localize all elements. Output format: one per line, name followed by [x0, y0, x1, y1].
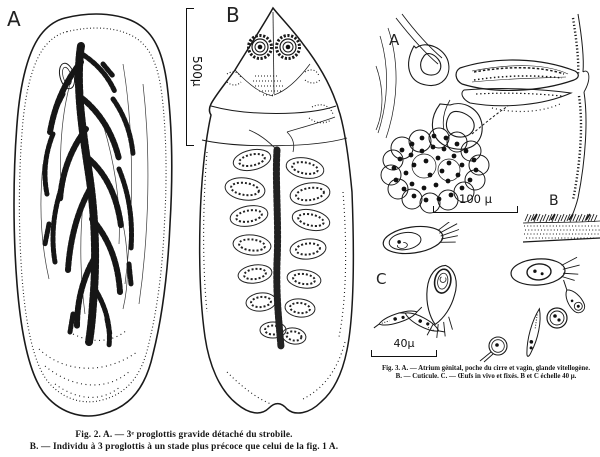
- fig3-panel-a-label: A: [389, 31, 400, 49]
- fig3-caption-line2: B. — Cuticule. C. — Œufs in vivo et fixés. B et C échelle 40 μ.: [395, 373, 577, 381]
- fig2-caption: [6, 430, 362, 453]
- egg-long-spindle: [525, 308, 544, 358]
- egg-oval-with-filaments-right: [510, 256, 581, 287]
- uterus-trunk: [249, 117, 335, 347]
- fig2-panel-b-label: B: [226, 3, 240, 27]
- egg-teardrop-bottom: [480, 337, 507, 362]
- scale-bar-500u-label: 500μ: [190, 56, 204, 87]
- fig2-panel-a-label: A: [7, 7, 21, 31]
- fig3-caption: [372, 365, 600, 381]
- scale-bar-40u-label: 40μ: [393, 337, 415, 350]
- scale-bar-line: [186, 8, 187, 146]
- fig2-drawing-gravid-proglottis: [3, 4, 178, 424]
- sucker-left: [249, 36, 272, 59]
- egg-teardrop-upper-right: [556, 278, 588, 316]
- scolex-median-line: [235, 12, 310, 96]
- segment-boundaries: [202, 106, 347, 146]
- fig3-drawing-genital-complex: [372, 8, 600, 218]
- fig3-panel-c-label: C: [376, 270, 387, 288]
- gravid-uterus-branches: [45, 46, 133, 346]
- scale-bar-100u-label: 100 μ: [459, 192, 492, 206]
- fig2-drawing-young-individual: [197, 2, 361, 430]
- fig2-caption-line2: B. — Individu à 3 proglottis à un stade plus précoce que celui de la fig. 1 A.: [29, 441, 339, 452]
- sucker-right: [277, 36, 300, 59]
- ovary-loop: [409, 45, 449, 86]
- scale-bar-tick-right: [436, 350, 437, 357]
- fig3-panel-b-label: B: [549, 193, 559, 209]
- scale-bar-40u: [371, 349, 437, 357]
- vagina-sheath: [462, 89, 571, 112]
- scale-bar-line: [433, 212, 518, 213]
- scale-bar-tick-top: [186, 8, 194, 9]
- fig3-caption-line1: Fig. 3. A. — Atrium génital, poche du cirre et vagin, glande vitellogène.: [381, 365, 591, 372]
- scale-bar-tick-left: [433, 206, 434, 213]
- scale-bar-tick-bottom: [186, 145, 194, 146]
- cirrus-pouch: [456, 60, 578, 90]
- fig2-caption-line1: Fig. 2. A. — 3ᵉ proglottis gravide détaché du strobile.: [75, 430, 293, 440]
- egg-spindle-pair: [372, 306, 446, 338]
- scale-bar-line: [371, 356, 437, 357]
- scale-bar-tick-left: [371, 350, 372, 357]
- body-margin-with-spines: [572, 14, 589, 216]
- scale-bar-tick-right: [517, 206, 518, 213]
- egg-oval-with-filaments-left: [381, 222, 461, 257]
- egg-spherical: [547, 308, 567, 328]
